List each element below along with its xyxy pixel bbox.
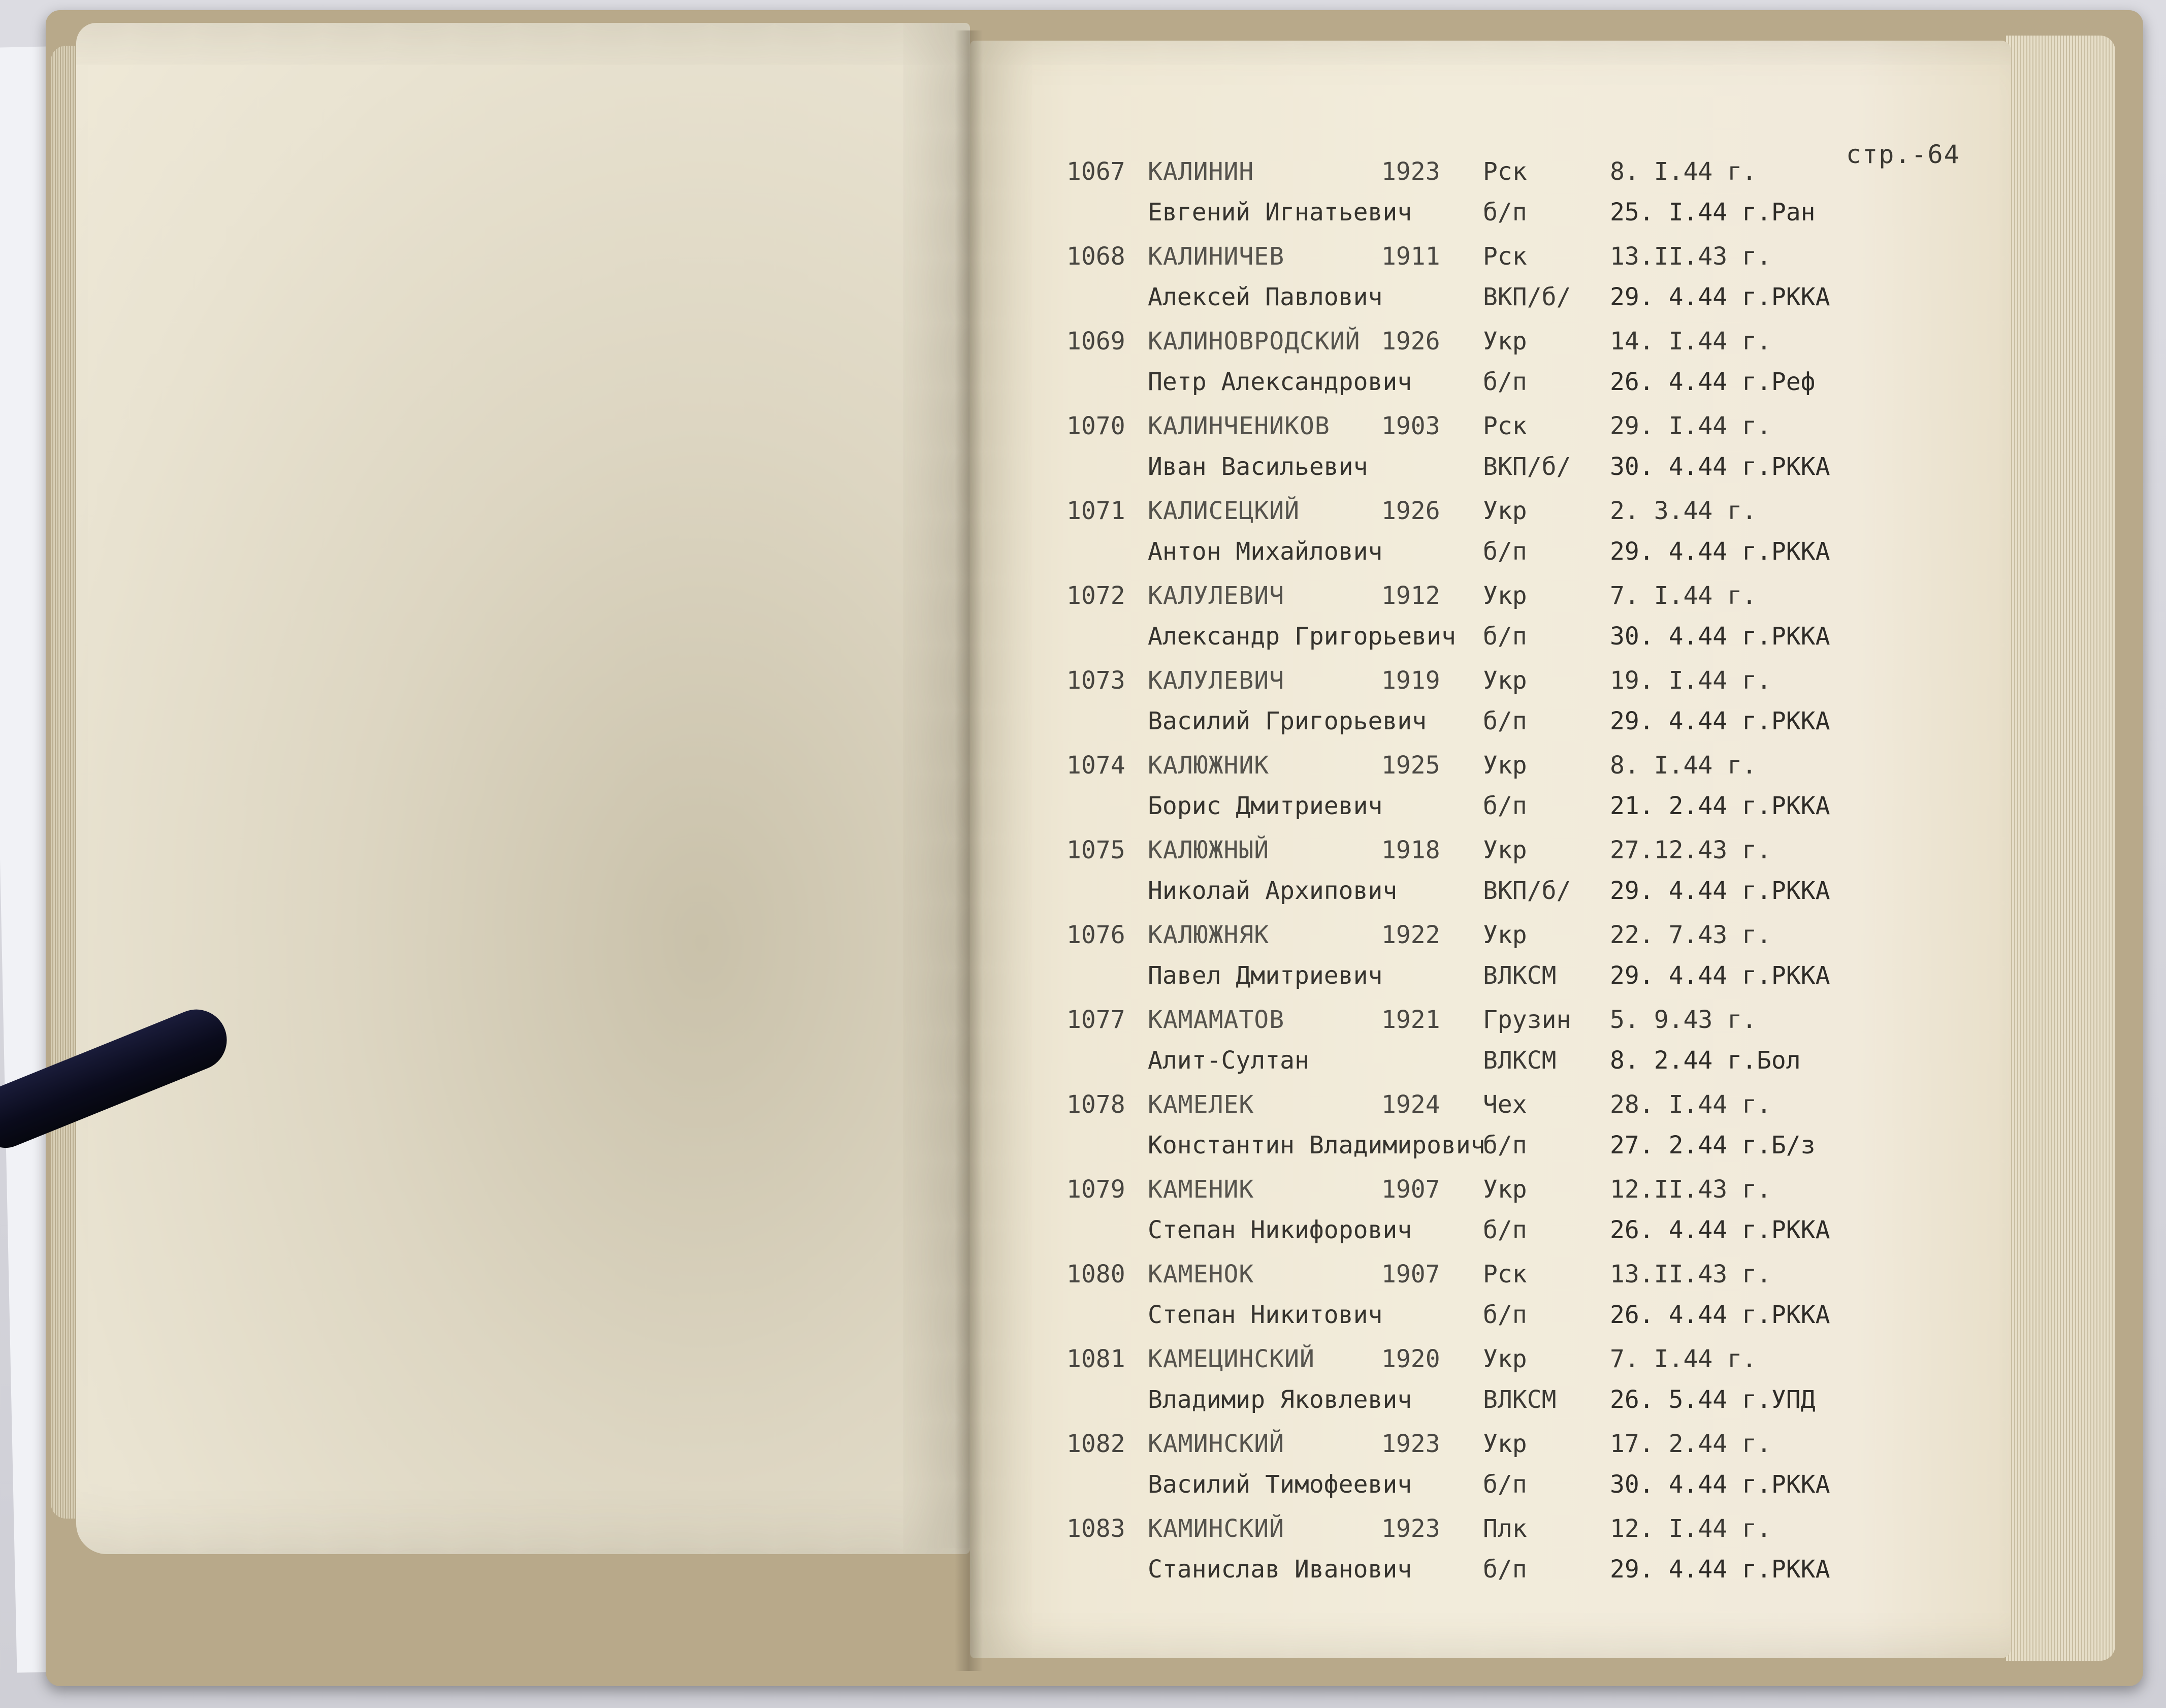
entry-party: б/п bbox=[1483, 1216, 1527, 1244]
entry-result: 30. 4.44 г.РККА bbox=[1610, 622, 1830, 651]
entry-date: 12.II.43 г. bbox=[1610, 1175, 1771, 1204]
entry-number: 1067 bbox=[1066, 157, 1125, 186]
register-entry bbox=[1066, 1345, 1859, 1426]
entry-date: 27.12.43 г. bbox=[1610, 836, 1771, 864]
entry-number: 1077 bbox=[1066, 1006, 1125, 1034]
entry-birth-year: 1922 bbox=[1381, 921, 1440, 949]
entry-party: ВЛКСМ bbox=[1483, 1046, 1557, 1075]
entry-given-name: Степан Никитович bbox=[1148, 1301, 1383, 1329]
entry-date: 13.II.43 г. bbox=[1610, 1260, 1771, 1288]
entry-given-name: Станислав Иванович bbox=[1148, 1555, 1412, 1584]
entry-date: 2. 3.44 г. bbox=[1610, 497, 1757, 525]
entry-nationality: Грузин bbox=[1483, 1006, 1571, 1034]
entry-surname: КАЛЮЖНИК bbox=[1148, 751, 1270, 780]
entry-surname: КАЛИСЕЦКИЙ bbox=[1148, 497, 1300, 525]
entry-result: 29. 4.44 г.РККА bbox=[1610, 707, 1830, 735]
entry-number: 1079 bbox=[1066, 1175, 1125, 1204]
register-entry bbox=[1066, 751, 1859, 832]
entry-surname: КАЛУЛЕВИЧ bbox=[1148, 582, 1285, 610]
entry-result: 29. 4.44 г.РККА bbox=[1610, 283, 1830, 311]
entry-given-name: Владимир Яковлевич bbox=[1148, 1385, 1412, 1414]
entry-number: 1072 bbox=[1066, 582, 1125, 610]
entry-party: б/п bbox=[1483, 1301, 1527, 1329]
entry-surname: КАЛУЛЕВИЧ bbox=[1148, 666, 1285, 695]
entry-number: 1073 bbox=[1066, 666, 1125, 695]
entry-date: 7. I.44 г. bbox=[1610, 1345, 1757, 1373]
entry-surname: КАМИНСКИЙ bbox=[1148, 1430, 1285, 1458]
entry-party: б/п bbox=[1483, 1470, 1527, 1499]
entry-birth-year: 1923 bbox=[1381, 1514, 1440, 1543]
entry-given-name: Борис Дмитриевич bbox=[1148, 792, 1383, 820]
entry-nationality: Рск bbox=[1483, 412, 1527, 440]
entry-surname: КАМЕЛЕК bbox=[1148, 1090, 1254, 1119]
entry-result: 30. 4.44 г.РККА bbox=[1610, 453, 1830, 481]
register-entry bbox=[1066, 1430, 1859, 1511]
entry-surname: КАМАМАТОВ bbox=[1148, 1006, 1285, 1034]
entry-nationality: Укр bbox=[1483, 666, 1527, 695]
entry-given-name: Василий Григорьевич bbox=[1148, 707, 1427, 735]
entry-number: 1076 bbox=[1066, 921, 1125, 949]
entry-result: 26. 4.44 г.Реф bbox=[1610, 368, 1816, 396]
entry-nationality: Рск bbox=[1483, 1260, 1527, 1288]
entry-number: 1069 bbox=[1066, 327, 1125, 356]
entry-result: 25. I.44 г.Ран bbox=[1610, 198, 1816, 227]
register-entry bbox=[1066, 836, 1859, 917]
register-entry bbox=[1066, 1006, 1859, 1087]
entry-given-name: Степан Никифорович bbox=[1148, 1216, 1412, 1244]
entry-date: 17. 2.44 г. bbox=[1610, 1430, 1771, 1458]
entry-birth-year: 1919 bbox=[1381, 666, 1440, 695]
entry-party: ВЛКСМ bbox=[1483, 1385, 1557, 1414]
entry-result: 26. 5.44 г.УПД bbox=[1610, 1385, 1816, 1414]
entry-given-name: Александр Григорьевич bbox=[1148, 622, 1456, 651]
entry-date: 8. I.44 г. bbox=[1610, 751, 1757, 780]
entry-surname: КАЛЮЖНЫЙ bbox=[1148, 836, 1270, 864]
entry-party: б/п bbox=[1483, 707, 1527, 735]
right-page-edges bbox=[2006, 36, 2115, 1661]
entry-nationality: Рск bbox=[1483, 242, 1527, 271]
entry-date: 22. 7.43 г. bbox=[1610, 921, 1771, 949]
entry-birth-year: 1923 bbox=[1381, 1430, 1440, 1458]
entry-birth-year: 1923 bbox=[1381, 157, 1440, 186]
entry-party: б/п bbox=[1483, 792, 1527, 820]
register-entry bbox=[1066, 497, 1859, 578]
entry-given-name: Алексей Павлович bbox=[1148, 283, 1383, 311]
entry-number: 1070 bbox=[1066, 412, 1125, 440]
register-entry bbox=[1066, 921, 1859, 1002]
entry-result: 8. 2.44 г.Бол bbox=[1610, 1046, 1801, 1075]
entry-number: 1068 bbox=[1066, 242, 1125, 271]
register-entry bbox=[1066, 1090, 1859, 1172]
entry-surname: КАМЕНИК bbox=[1148, 1175, 1254, 1204]
entry-result: 30. 4.44 г.РККА bbox=[1610, 1470, 1830, 1499]
entry-result: 27. 2.44 г.Б/з bbox=[1610, 1131, 1816, 1159]
entry-surname: КАЛИНИН bbox=[1148, 157, 1254, 186]
entry-birth-year: 1926 bbox=[1381, 327, 1440, 356]
entry-party: ВКП/б/ bbox=[1483, 283, 1571, 311]
entry-result: 29. 4.44 г.РККА bbox=[1610, 961, 1830, 990]
entry-party: б/п bbox=[1483, 368, 1527, 396]
entry-party: б/п bbox=[1483, 198, 1527, 227]
entry-birth-year: 1920 bbox=[1381, 1345, 1440, 1373]
entry-given-name: Василий Тимофеевич bbox=[1148, 1470, 1412, 1499]
register-entry bbox=[1066, 327, 1859, 408]
register-entry bbox=[1066, 1175, 1859, 1256]
entry-party: б/п bbox=[1483, 1555, 1527, 1584]
entry-birth-year: 1924 bbox=[1381, 1090, 1440, 1119]
register-entry bbox=[1066, 1514, 1859, 1596]
entry-birth-year: 1903 bbox=[1381, 412, 1440, 440]
entry-nationality: Плк bbox=[1483, 1514, 1527, 1543]
entry-number: 1083 bbox=[1066, 1514, 1125, 1543]
entry-party: ВКП/б/ bbox=[1483, 877, 1571, 905]
entry-result: 21. 2.44 г.РККА bbox=[1610, 792, 1830, 820]
left-page-blank bbox=[76, 23, 970, 1554]
entry-birth-year: 1907 bbox=[1381, 1260, 1440, 1288]
entry-party: б/п bbox=[1483, 537, 1527, 566]
register-entry bbox=[1066, 1260, 1859, 1341]
entry-given-name: Константин Владимирович bbox=[1148, 1131, 1485, 1159]
entry-birth-year: 1911 bbox=[1381, 242, 1440, 271]
entry-surname: КАМИНСКИЙ bbox=[1148, 1514, 1285, 1543]
entry-date: 12. I.44 г. bbox=[1610, 1514, 1771, 1543]
entry-result: 26. 4.44 г.РККА bbox=[1610, 1301, 1830, 1329]
entry-date: 5. 9.43 г. bbox=[1610, 1006, 1757, 1034]
entry-number: 1078 bbox=[1066, 1090, 1125, 1119]
entry-nationality: Укр bbox=[1483, 327, 1527, 356]
entry-nationality: Укр bbox=[1483, 1430, 1527, 1458]
entry-nationality: Укр bbox=[1483, 497, 1527, 525]
entry-surname: КАЛИНОВРОДСКИЙ bbox=[1148, 327, 1361, 356]
entry-nationality: Укр bbox=[1483, 1175, 1527, 1204]
entry-date: 14. I.44 г. bbox=[1610, 327, 1771, 356]
register-entry bbox=[1066, 582, 1859, 663]
entry-party: б/п bbox=[1483, 1131, 1527, 1159]
entry-birth-year: 1925 bbox=[1381, 751, 1440, 780]
entry-nationality: Рск bbox=[1483, 157, 1527, 186]
entry-date: 19. I.44 г. bbox=[1610, 666, 1771, 695]
register-entry bbox=[1066, 412, 1859, 493]
entry-surname: КАЛИНЧЕНИКОВ bbox=[1148, 412, 1330, 440]
entry-party: ВЛКСМ bbox=[1483, 961, 1557, 990]
entry-given-name: Антон Михайлович bbox=[1148, 537, 1383, 566]
register-entry bbox=[1066, 666, 1859, 748]
entry-given-name: Алит-Султан bbox=[1148, 1046, 1309, 1075]
entry-given-name: Иван Васильевич bbox=[1148, 453, 1368, 481]
entry-number: 1071 bbox=[1066, 497, 1125, 525]
entry-result: 26. 4.44 г.РККА bbox=[1610, 1216, 1830, 1244]
entry-given-name: Николай Архипович bbox=[1148, 877, 1398, 905]
entry-date: 7. I.44 г. bbox=[1610, 582, 1757, 610]
entry-surname: КАЛИНИЧЕВ bbox=[1148, 242, 1285, 271]
book-spine bbox=[955, 30, 983, 1671]
entry-number: 1082 bbox=[1066, 1430, 1125, 1458]
entry-number: 1075 bbox=[1066, 836, 1125, 864]
entry-nationality: Укр bbox=[1483, 836, 1527, 864]
register-entry bbox=[1066, 157, 1859, 239]
page-number: стр.-64 bbox=[1846, 140, 1960, 169]
register-entry bbox=[1066, 242, 1859, 324]
entry-number: 1080 bbox=[1066, 1260, 1125, 1288]
entry-nationality: Укр bbox=[1483, 1345, 1527, 1373]
entry-birth-year: 1912 bbox=[1381, 582, 1440, 610]
entry-date: 8. I.44 г. bbox=[1610, 157, 1757, 186]
entry-surname: КАМЕНОК bbox=[1148, 1260, 1254, 1288]
entry-nationality: Чех bbox=[1483, 1090, 1527, 1119]
entry-date: 29. I.44 г. bbox=[1610, 412, 1771, 440]
entry-surname: КАЛЮЖНЯК bbox=[1148, 921, 1270, 949]
entry-result: 29. 4.44 г.РККА bbox=[1610, 1555, 1830, 1584]
entry-birth-year: 1918 bbox=[1381, 836, 1440, 864]
entry-result: 29. 4.44 г.РККА bbox=[1610, 877, 1830, 905]
entry-party: ВКП/б/ bbox=[1483, 453, 1571, 481]
entry-nationality: Укр bbox=[1483, 751, 1527, 780]
entry-number: 1074 bbox=[1066, 751, 1125, 780]
entry-nationality: Укр bbox=[1483, 582, 1527, 610]
entry-party: б/п bbox=[1483, 622, 1527, 651]
entry-birth-year: 1921 bbox=[1381, 1006, 1440, 1034]
entry-given-name: Павел Дмитриевич bbox=[1148, 961, 1383, 990]
entry-result: 29. 4.44 г.РККА bbox=[1610, 537, 1830, 566]
entry-date: 13.II.43 г. bbox=[1610, 242, 1771, 271]
entry-date: 28. I.44 г. bbox=[1610, 1090, 1771, 1119]
entry-birth-year: 1926 bbox=[1381, 497, 1440, 525]
entry-birth-year: 1907 bbox=[1381, 1175, 1440, 1204]
entry-given-name: Петр Александрович bbox=[1148, 368, 1412, 396]
entry-surname: КАМЕЦИНСКИЙ bbox=[1148, 1345, 1315, 1373]
entry-number: 1081 bbox=[1066, 1345, 1125, 1373]
entry-given-name: Евгений Игнатьевич bbox=[1148, 198, 1412, 227]
entry-nationality: Укр bbox=[1483, 921, 1527, 949]
